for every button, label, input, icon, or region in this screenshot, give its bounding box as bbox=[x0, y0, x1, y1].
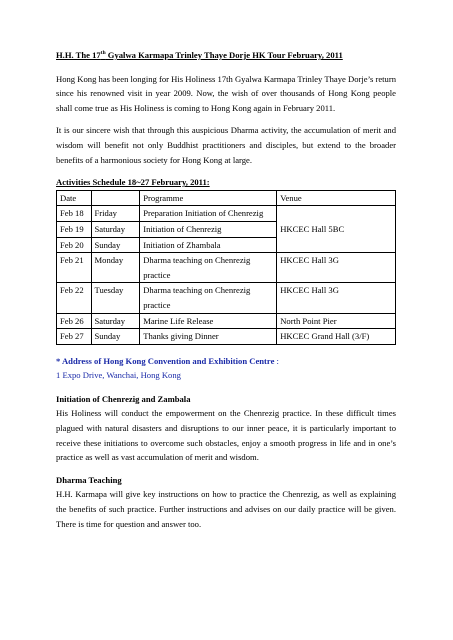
table-row bbox=[57, 253, 396, 283]
cell-venue-merged: HKCEC Hall 5BC bbox=[277, 206, 396, 253]
document-title bbox=[56, 48, 396, 63]
cell-venue: North Point Pier bbox=[277, 313, 396, 329]
schedule-table bbox=[56, 190, 396, 345]
schedule-heading: Activities Schedule 18~27 February, 2011: bbox=[56, 177, 210, 188]
header-date: Date bbox=[57, 190, 92, 206]
header-venue: Venue bbox=[277, 190, 396, 206]
document-body bbox=[56, 48, 396, 539]
address-line: 1 Expo Drive, Wanchai, Hong Kong bbox=[56, 370, 181, 381]
cell-programme: Dharma teaching on Chenrezig practice bbox=[140, 253, 277, 283]
cell-day: Sunday bbox=[91, 329, 140, 345]
cell-day: Saturday bbox=[91, 313, 140, 329]
header-programme: Programme bbox=[140, 190, 277, 206]
cell-venue: HKCEC Hall 3G bbox=[277, 283, 396, 313]
table-row bbox=[57, 313, 396, 329]
intro-paragraph-1: Hong Kong has been longing for His Holiness 17th Gyalwa Karmapa Trinley Thaye Dorje’s return since his renowned visit in year 2009. Now, the wish of over thousands of Hong Kong people shall come true as His Holiness is coming to Hong Kong again in February 2011. bbox=[56, 73, 396, 113]
table-row bbox=[57, 283, 396, 313]
cell-date: Feb 22 bbox=[57, 283, 92, 313]
cell-programme: Preparation Initiation of Chenrezig bbox=[140, 206, 277, 222]
title-prefix: H.H. The 17 bbox=[56, 50, 101, 60]
cell-date: Feb 21 bbox=[57, 253, 92, 283]
address-block bbox=[56, 354, 396, 383]
cell-date: Feb 26 bbox=[57, 313, 92, 329]
section-text-dharma-teaching: H.H. Karmapa will give key instructions on how to practice the Chenrezig, as well as explaining the benefits of such practice. Further instructions and advises on our daily practice will be given. There is time for question and answer too. bbox=[56, 489, 396, 529]
cell-date: Feb 18 bbox=[57, 206, 92, 222]
cell-day: Sunday bbox=[91, 237, 140, 253]
section-heading-initiation: Initiation of Chenrezig and Zambala bbox=[56, 393, 191, 404]
address-colon: : bbox=[274, 355, 279, 366]
table-row bbox=[57, 329, 396, 345]
header-day-empty bbox=[91, 190, 140, 206]
cell-venue: HKCEC Grand Hall (3/F) bbox=[277, 329, 396, 345]
title-suffix: Gyalwa Karmapa Trinley Thaye Dorje HK Tour February, 2011 bbox=[105, 50, 343, 60]
table-row bbox=[57, 206, 396, 222]
cell-programme: Initiation of Chenrezig bbox=[140, 221, 277, 237]
title-superscript: th bbox=[100, 50, 106, 56]
cell-day: Friday bbox=[91, 206, 140, 222]
cell-programme: Initiation of Zhambala bbox=[140, 237, 277, 253]
cell-date: Feb 20 bbox=[57, 237, 92, 253]
cell-programme: Marine Life Release bbox=[140, 313, 277, 329]
address-title: * Address of Hong Kong Convention and Exhibition Centre bbox=[56, 355, 275, 366]
cell-day: Tuesday bbox=[91, 283, 140, 313]
cell-venue: HKCEC Hall 3G bbox=[277, 253, 396, 283]
cell-programme: Dharma teaching on Chenrezig practice bbox=[140, 283, 277, 313]
cell-programme: Thanks giving Dinner bbox=[140, 329, 277, 345]
cell-day: Monday bbox=[91, 253, 140, 283]
section-heading-dharma-teaching: Dharma Teaching bbox=[56, 474, 122, 485]
cell-date: Feb 19 bbox=[57, 221, 92, 237]
cell-date: Feb 27 bbox=[57, 329, 92, 345]
table-header-row bbox=[57, 190, 396, 206]
intro-paragraph-2: It is our sincere wish that through this auspicious Dharma activity, the accumulation of merit and wisdom will benefit not only Buddhist practitioners and disciples, but extend to the broader benefits of a harmonious society for Hong Kong at large. bbox=[56, 125, 396, 165]
section-text-initiation: His Holiness will conduct the empowerment on the Chenrezig practice. In these difficult times plagued with natural disasters and disruptions to our inner peace, it is particularly important to receive these initiations to overcome such obstacles, enjoy a smooth progress in life and in one’s practice as well as vast accumulation of merit and wisdom. bbox=[56, 408, 396, 463]
cell-day: Saturday bbox=[91, 221, 140, 237]
